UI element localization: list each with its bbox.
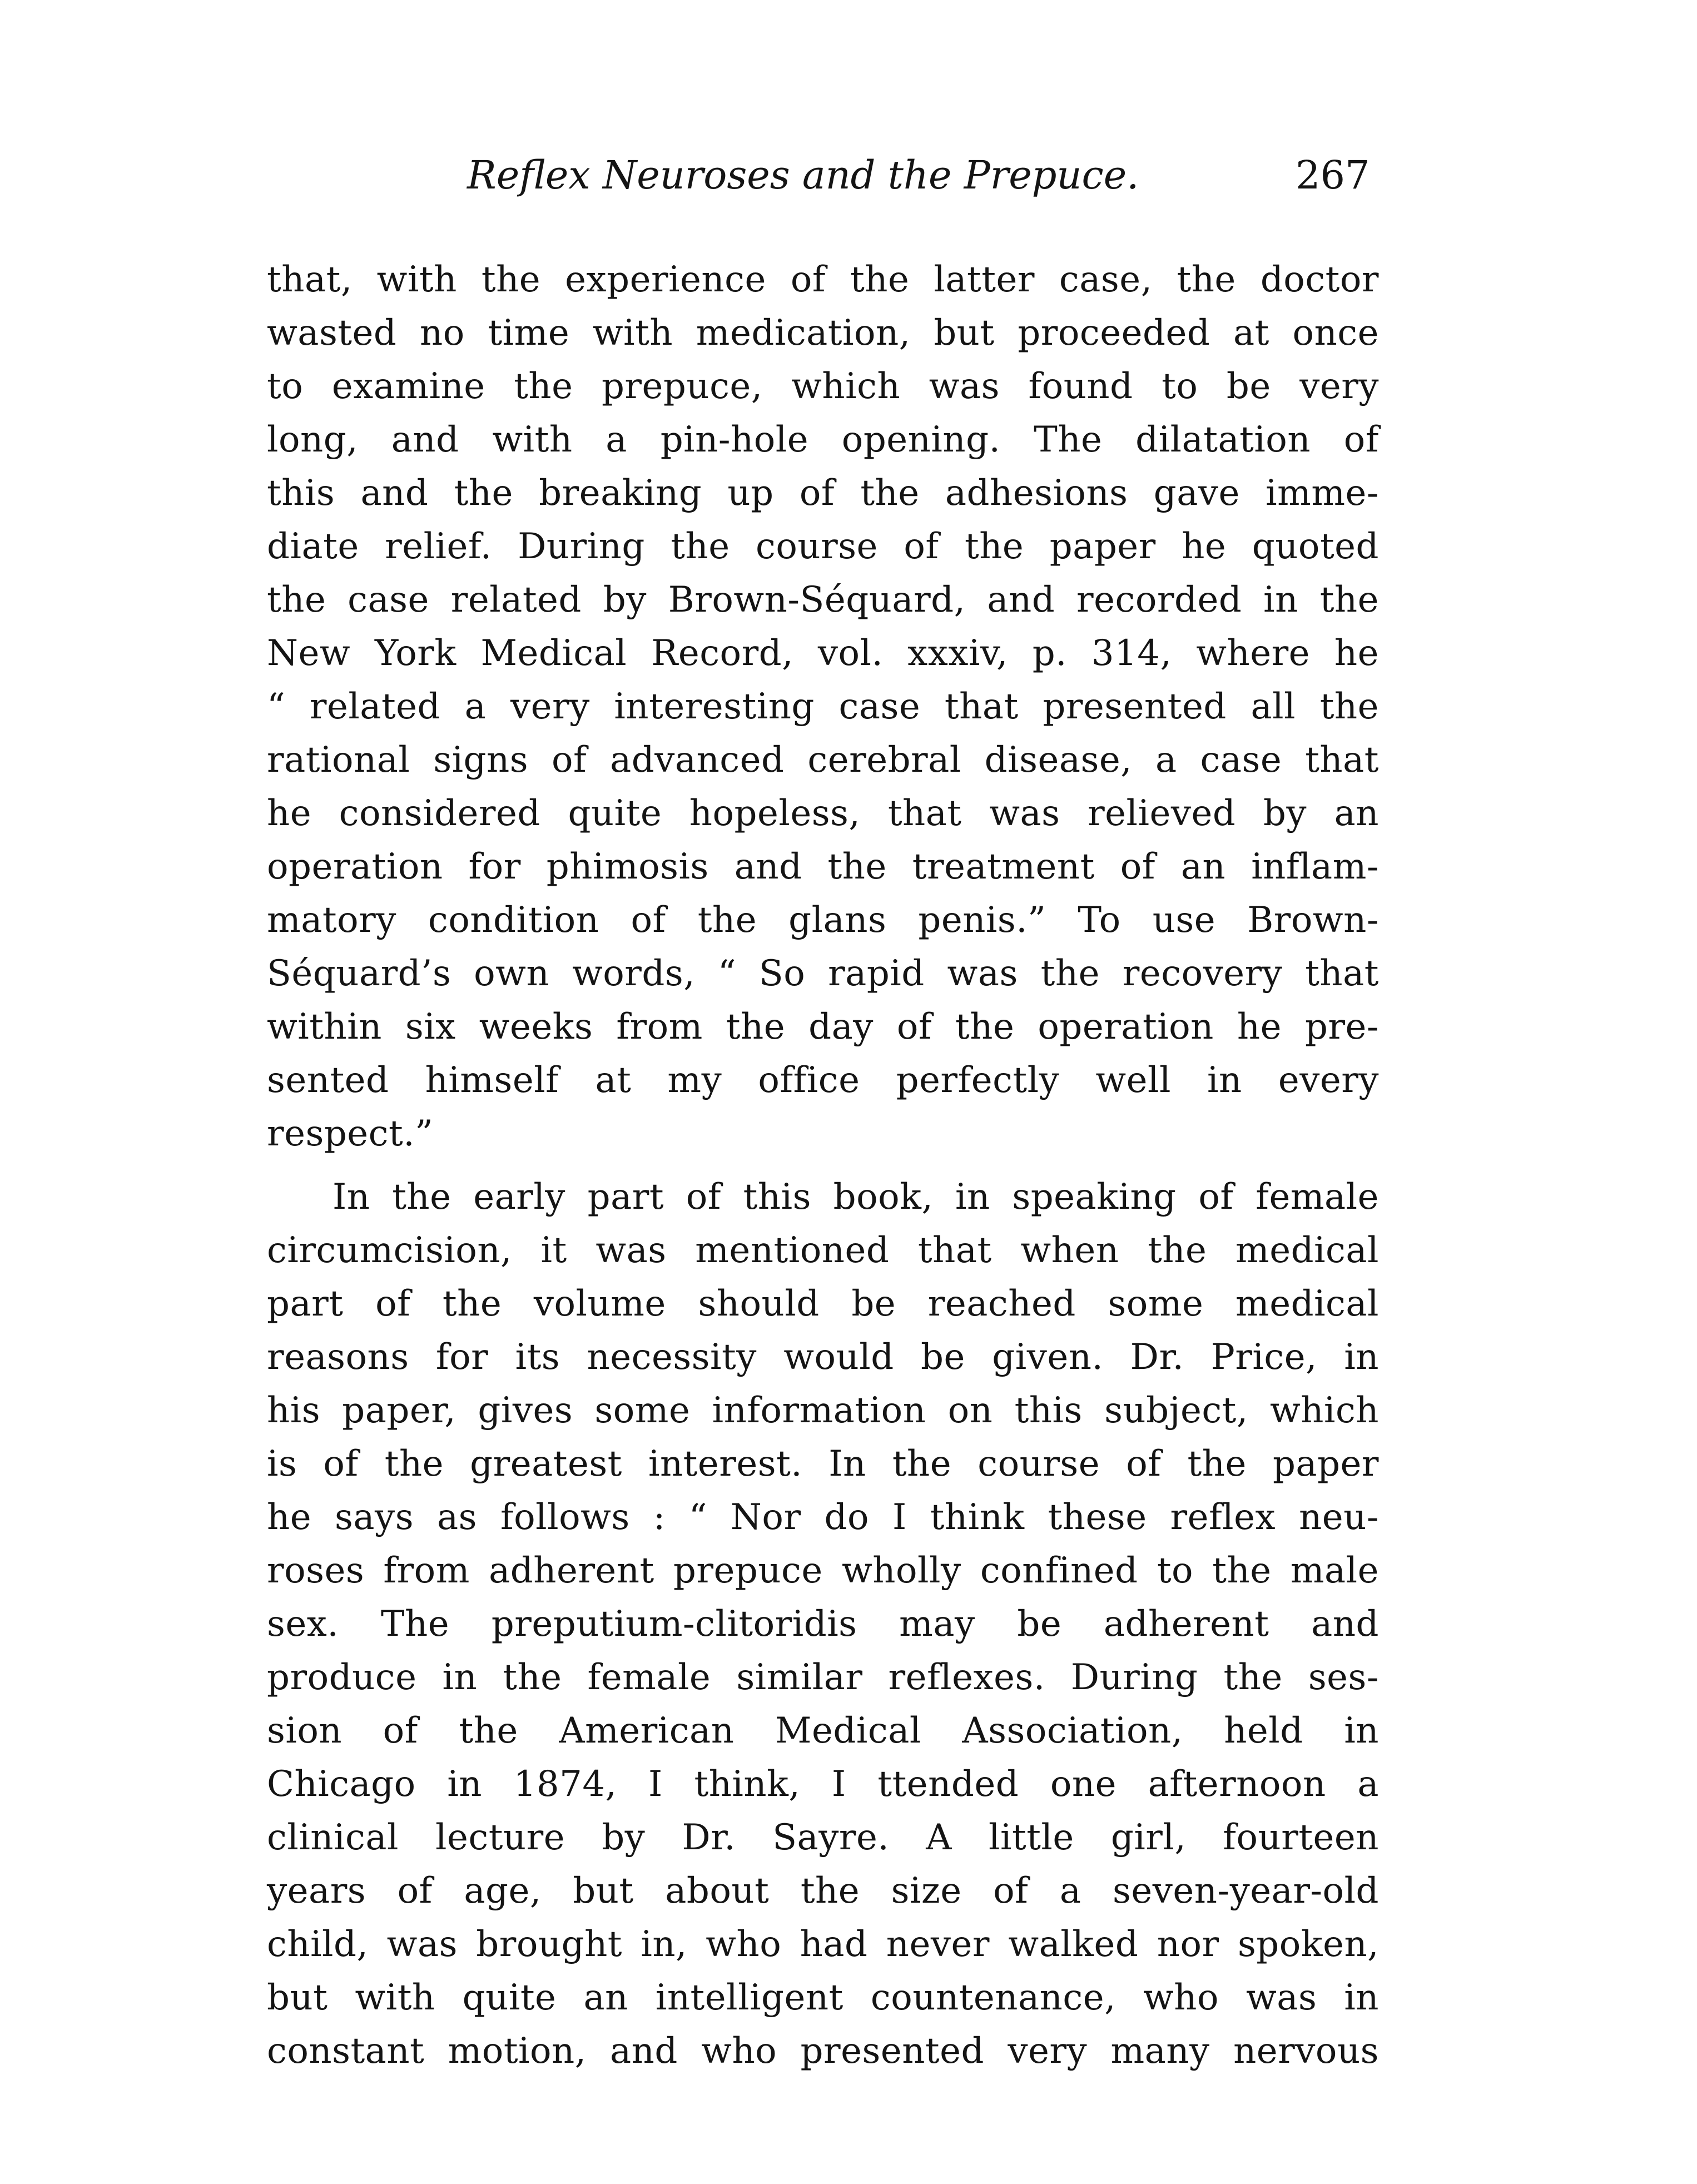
text-line: wasted no time with medication, but proceeded at once bbox=[267, 312, 1379, 354]
text-line: rational signs of advanced cerebral disease, a case that bbox=[267, 739, 1379, 781]
text-line: roses from adherent prepuce wholly confined to the male bbox=[267, 1550, 1379, 1591]
text-line: New York Medical Record, vol. xxxiv, p. 314, where he bbox=[267, 633, 1379, 674]
text-line: diate relief. During the course of the paper he quoted bbox=[267, 526, 1379, 567]
text-line: that, with the experience of the latter case, the doctor bbox=[267, 259, 1379, 300]
text-line: sented himself at my office perfectly well in every bbox=[267, 1060, 1379, 1101]
text-line: child, was brought in, who had never walked nor spoken, bbox=[267, 1924, 1379, 1965]
paragraph-2 bbox=[267, 1170, 1379, 2078]
text-line: respect.” bbox=[267, 1113, 434, 1154]
text-line: long, and with a pin-hole opening. The dilatation of bbox=[267, 419, 1379, 460]
text-line: operation for phimosis and the treatment of an inflam- bbox=[267, 846, 1379, 887]
text-line: to examine the prepuce, which was found to be very bbox=[267, 366, 1379, 407]
text-line: Séquard’s own words, “ So rapid was the recovery that bbox=[267, 953, 1379, 994]
text-line: but with quite an intelligent countenance, who was in bbox=[267, 1977, 1379, 2018]
text-line: his paper, gives some information on this subject, which bbox=[267, 1390, 1379, 1431]
text-line: within six weeks from the day of the operation he pre- bbox=[267, 1006, 1379, 1048]
text-line: Chicago in 1874, I think, I ttended one afternoon a bbox=[267, 1764, 1379, 1805]
running-title: Reflex Neuroses and the Prepuce. bbox=[467, 152, 1139, 198]
text-line: he considered quite hopeless, that was relieved by an bbox=[267, 793, 1379, 834]
text-line: he says as follows : “ Nor do I think these reflex neu- bbox=[267, 1497, 1379, 1538]
text-line: clinical lecture by Dr. Sayre. A little girl, fourteen bbox=[267, 1817, 1379, 1858]
text-line: “ related a very interesting case that presented all the bbox=[267, 686, 1379, 727]
text-line: the case related by Brown-Séquard, and recorded in the bbox=[267, 579, 1379, 621]
text-line: produce in the female similar reflexes. During the ses- bbox=[267, 1657, 1379, 1698]
page-number: 267 bbox=[1296, 152, 1370, 198]
text-line: this and the breaking up of the adhesions gave imme- bbox=[267, 473, 1379, 514]
paragraph-1 bbox=[267, 253, 1379, 1160]
text-line: reasons for its necessity would be given. Dr. Price, in bbox=[267, 1337, 1379, 1378]
text-line: matory condition of the glans penis.” To use Brown- bbox=[267, 900, 1379, 941]
text-line: constant motion, and who presented very many nervous bbox=[267, 2031, 1379, 2072]
text-line: In the early part of this book, in speaking of female bbox=[333, 1177, 1379, 1218]
text-line: is of the greatest interest. In the course of the paper bbox=[267, 1443, 1379, 1485]
text-line: sion of the American Medical Association, held in bbox=[267, 1710, 1379, 1751]
body-text bbox=[267, 253, 1379, 2078]
text-line: sex. The preputium-clitoridis may be adherent and bbox=[267, 1604, 1379, 1645]
text-line: part of the volume should be reached some medical bbox=[267, 1283, 1379, 1324]
text-line: circumcision, it was mentioned that when the medical bbox=[267, 1230, 1379, 1271]
text-line: years of age, but about the size of a seven-year-old bbox=[267, 1870, 1379, 1912]
